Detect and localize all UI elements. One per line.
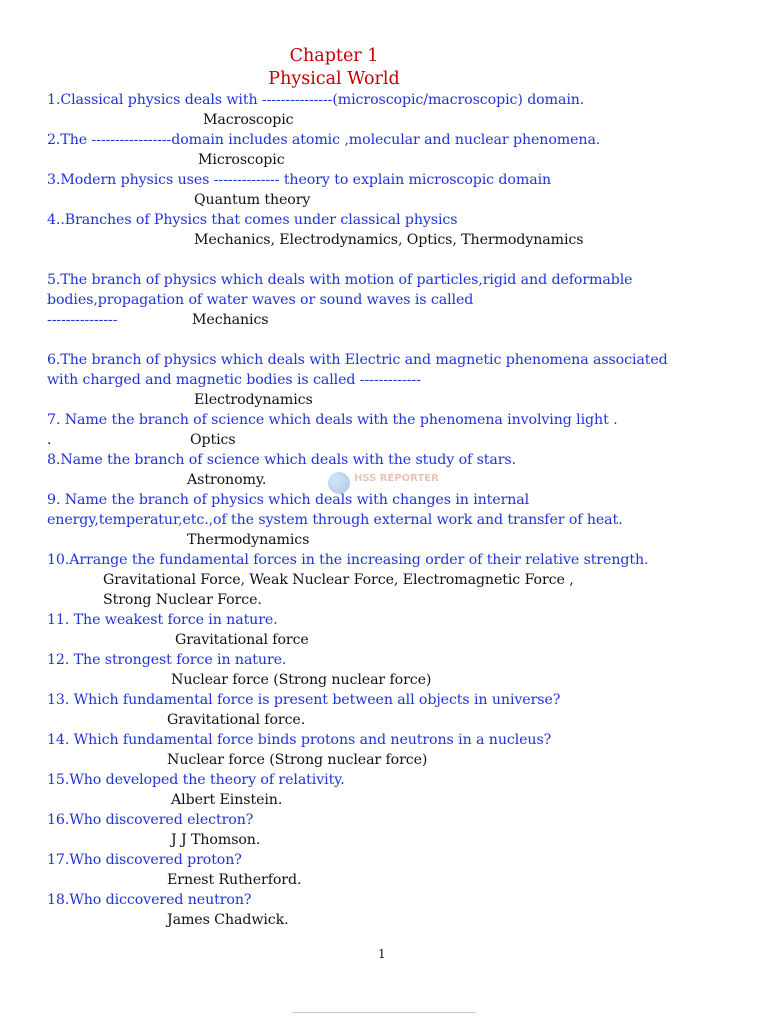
question-18: 18.Who diccovered neutron? — [47, 892, 252, 908]
question-6-line-1: 6.The branch of physics which deals with Electric and magnetic phenomena associated — [47, 352, 668, 368]
answer-11: Gravitational force — [175, 632, 309, 648]
question-12: 12. The strongest force in nature. — [47, 652, 287, 668]
answer-12: Nuclear force (Strong nuclear force) — [171, 672, 432, 688]
watermark-logo — [328, 470, 448, 500]
question-17: 17.Who discovered proton? — [47, 852, 242, 868]
answer-9: Thermodynamics — [187, 532, 310, 548]
page-title: Physical World — [268, 69, 400, 89]
watermark-text: HSS REPORTER — [354, 473, 439, 484]
answer-18: James Chadwick. — [167, 912, 289, 928]
answer-5: Mechanics — [192, 312, 269, 328]
question-5-line-2: bodies,propagation of water waves or sound waves is called — [47, 292, 474, 308]
answer-1: Macroscopic — [203, 112, 294, 128]
answer-10-line-1: Gravitational Force, Weak Nuclear Force, Electromagnetic Force , — [103, 572, 574, 588]
question-16: 16.Who discovered electron? — [47, 812, 254, 828]
answer-7: Optics — [190, 432, 236, 448]
question-4: 4..Branches of Physics that comes under classical physics — [47, 212, 458, 228]
chapter-heading: Chapter 1 — [289, 46, 379, 66]
question-9-line-2: energy,temperatur,etc.,of the system through external work and transfer of heat. — [47, 512, 623, 528]
question-3: 3.Modern physics uses -------------- theory to explain microscopic domain — [47, 172, 552, 188]
question-5-line-1: 5.The branch of physics which deals with motion of particles,rigid and deformable — [47, 272, 633, 288]
answer-8: Astronomy. — [187, 472, 267, 488]
answer-7-dot: . — [47, 432, 52, 448]
watermark-subtext: · · · · · · · · · · — [354, 486, 391, 493]
answer-2: Microscopic — [198, 152, 285, 168]
question-11: 11. The weakest force in nature. — [47, 612, 278, 628]
answer-15: Albert Einstein. — [171, 792, 283, 808]
footer-divider — [292, 1012, 476, 1013]
question-6-line-2: with charged and magnetic bodies is called ------------- — [47, 372, 421, 388]
question-9-line-1: 9. Name the branch of physics which deals with changes in internal — [47, 492, 530, 508]
question-13: 13. Which fundamental force is present between all objects in universe? — [47, 692, 561, 708]
question-5-blank: --------------- — [47, 312, 118, 328]
question-15: 15.Who developed the theory of relativity. — [47, 772, 345, 788]
question-10: 10.Arrange the fundamental forces in the increasing order of their relative strength. — [47, 552, 649, 568]
answer-16: J J Thomson. — [171, 832, 261, 848]
answer-6: Electrodynamics — [194, 392, 313, 408]
question-1: 1.Classical physics deals with ---------------(microscopic/macroscopic) domain. — [47, 92, 585, 108]
question-2: 2.The -----------------domain includes atomic ,molecular and nuclear phenomena. — [47, 132, 601, 148]
question-8: 8.Name the branch of science which deals with the study of stars. — [47, 452, 517, 468]
answer-13: Gravitational force. — [167, 712, 306, 728]
answer-3: Quantum theory — [194, 192, 311, 208]
globe-icon — [328, 472, 350, 494]
answer-4: Mechanics, Electrodynamics, Optics, Thermodynamics — [194, 232, 584, 248]
question-7: 7. Name the branch of science which deals with the phenomena involving light . — [47, 412, 618, 428]
answer-17: Ernest Rutherford. — [167, 872, 302, 888]
page-number: 1 — [378, 947, 386, 961]
question-14: 14. Which fundamental force binds protons and neutrons in a nucleus? — [47, 732, 552, 748]
answer-14: Nuclear force (Strong nuclear force) — [167, 752, 428, 768]
answer-10-line-2: Strong Nuclear Force. — [103, 592, 262, 608]
